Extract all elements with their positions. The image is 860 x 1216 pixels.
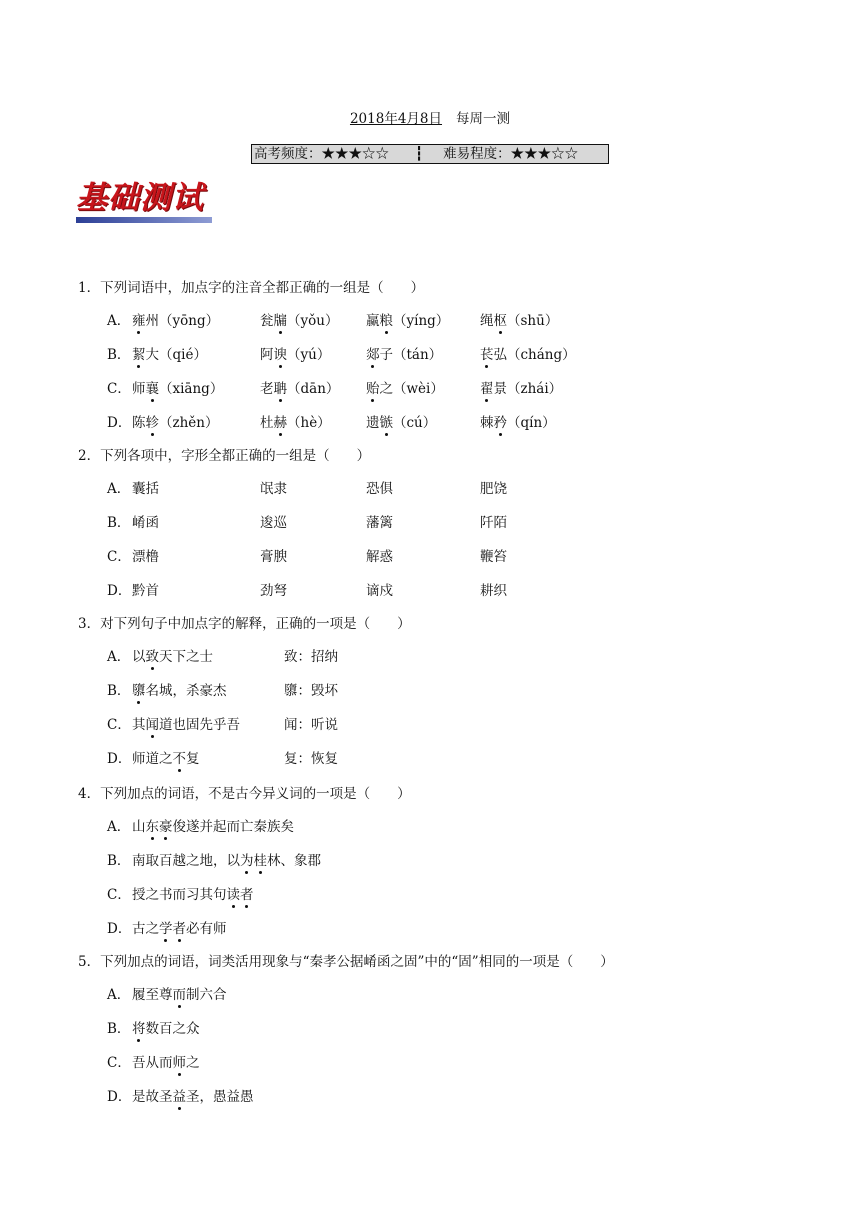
emphasis-dot xyxy=(164,939,167,942)
difficulty-rating: 难易程度：★★★☆☆ xyxy=(443,146,579,162)
option-text: 谪戍 xyxy=(366,583,393,599)
option-text: 绳枢（shū） xyxy=(480,313,559,329)
emphasis-dot xyxy=(178,1005,181,1008)
option-text: 氓隶 xyxy=(260,481,287,497)
option-text: 黔首 xyxy=(132,583,159,599)
option-text: 膏腴 xyxy=(260,549,287,565)
emphasis-dot xyxy=(385,331,388,334)
question-stem-1: 1．下列词语中，加点字的注音全都正确的一组是（ ） xyxy=(78,280,425,296)
rating-separator: ┇ xyxy=(415,146,424,162)
option-label: C． xyxy=(107,549,131,565)
option-label: A． xyxy=(107,649,131,665)
emphasis-dot xyxy=(137,701,140,704)
option-text: 致：招纳 xyxy=(284,649,338,665)
option-label: C． xyxy=(107,381,131,397)
option-label: A． xyxy=(107,819,131,835)
emphasis-dot xyxy=(499,331,502,334)
option-text: 囊括 xyxy=(132,481,159,497)
date: 2018年4月8日 xyxy=(349,111,443,127)
banner-underline xyxy=(76,217,212,223)
option-text: 老聃（dān） xyxy=(260,381,340,397)
emphasis-dot xyxy=(371,365,374,368)
question-stem-2: 2．下列各项中，字形全都正确的一组是（ ） xyxy=(78,448,371,464)
emphasis-dot xyxy=(137,365,140,368)
date-line xyxy=(0,110,860,128)
option-text: 棘矜（qín） xyxy=(480,415,556,431)
emphasis-dot xyxy=(137,1039,140,1042)
option-text: 翟景（zhái） xyxy=(480,381,563,397)
doc-title: 每周一测 xyxy=(456,111,511,127)
option-text: 古之学者必有师 xyxy=(132,921,227,937)
option-text: 瓮牖（yǒu） xyxy=(260,313,339,329)
option-text: 絜大（qié） xyxy=(132,347,207,363)
option-label: A． xyxy=(107,987,131,1003)
option-text: 遗镞（cú） xyxy=(366,415,437,431)
option-label: D． xyxy=(107,1089,132,1105)
rating-box xyxy=(251,144,609,164)
option-text: 雍州（yōng） xyxy=(132,313,220,329)
question-stem-3: 3．对下列句子中加点字的解释，正确的一项是（ ） xyxy=(78,616,411,632)
option-text: 杜赫（hè） xyxy=(260,415,331,431)
option-label: C． xyxy=(107,717,131,733)
option-label: B． xyxy=(107,683,131,699)
option-text: 闻：听说 xyxy=(284,717,338,733)
option-text: 是故圣益圣，愚益愚 xyxy=(132,1089,254,1105)
option-text: 将数百之众 xyxy=(132,1021,200,1037)
emphasis-dot xyxy=(232,905,235,908)
option-text: 以致天下之士 xyxy=(132,649,213,665)
option-text: 南取百越之地，以为桂林、象郡 xyxy=(132,853,321,869)
emphasis-dot xyxy=(151,667,154,670)
option-label: B． xyxy=(107,347,131,363)
option-label: A． xyxy=(107,313,131,329)
option-text: 履至尊而制六合 xyxy=(132,987,227,1003)
option-text: 师道之不复 xyxy=(132,751,200,767)
emphasis-dot xyxy=(385,433,388,436)
option-label: B． xyxy=(107,1021,131,1037)
emphasis-dot xyxy=(499,433,502,436)
option-text: 隳：毁坏 xyxy=(284,683,338,699)
option-text: 山东豪俊遂并起而亡秦族矣 xyxy=(132,819,294,835)
option-text: 贻之（wèi） xyxy=(366,381,444,397)
option-text: 崤函 xyxy=(132,515,159,531)
option-text: 劲弩 xyxy=(260,583,287,599)
emphasis-dot xyxy=(245,905,248,908)
option-text: 复：恢复 xyxy=(284,751,338,767)
option-label: B． xyxy=(107,853,131,869)
option-text: 阡陌 xyxy=(480,515,507,531)
option-text: 鞭笞 xyxy=(480,549,507,565)
option-text: 赢粮（yíng） xyxy=(366,313,450,329)
emphasis-dot xyxy=(178,939,181,942)
emphasis-dot xyxy=(178,1073,181,1076)
section-banner-text: 基础测试 xyxy=(76,180,204,216)
option-text: 师襄（xiāng） xyxy=(132,381,224,397)
section-banner xyxy=(76,180,212,226)
question-stem-5: 5．下列加点的词语，词类活用现象与“秦孝公据崤函之固”中的“固”相同的一项是（ ） xyxy=(78,954,614,970)
option-label: B． xyxy=(107,515,131,531)
option-text: 恐俱 xyxy=(366,481,393,497)
emphasis-dot xyxy=(178,769,181,772)
option-text: 解惑 xyxy=(366,549,393,565)
emphasis-dot xyxy=(259,871,262,874)
emphasis-dot xyxy=(279,365,282,368)
emphasis-dot xyxy=(164,837,167,840)
frequency-rating: 高考频度：★★★☆☆ xyxy=(254,146,389,162)
option-text: 苌弘（cháng） xyxy=(480,347,576,363)
emphasis-dot xyxy=(151,433,154,436)
emphasis-dot xyxy=(371,399,374,402)
option-text: 授之书而习其句读者 xyxy=(132,887,254,903)
option-text: 漂橹 xyxy=(132,549,159,565)
option-text: 耕织 xyxy=(480,583,507,599)
emphasis-dot xyxy=(151,399,154,402)
option-label: A． xyxy=(107,481,131,497)
emphasis-dot xyxy=(279,399,282,402)
emphasis-dot xyxy=(279,433,282,436)
question-stem-4: 4．下列加点的词语，不是古今异义词的一项是（ ） xyxy=(78,786,411,802)
option-text: 陈轸（zhěn） xyxy=(132,415,219,431)
option-label: C． xyxy=(107,1055,131,1071)
option-label: D． xyxy=(107,583,132,599)
emphasis-dot xyxy=(151,735,154,738)
option-text: 逡巡 xyxy=(260,515,287,531)
option-label: C． xyxy=(107,887,131,903)
emphasis-dot xyxy=(178,1107,181,1110)
option-text: 肥饶 xyxy=(480,481,507,497)
emphasis-dot xyxy=(151,837,154,840)
option-text: 藩篱 xyxy=(366,515,393,531)
option-text: 吾从而师之 xyxy=(132,1055,200,1071)
option-text: 阿谀（yú） xyxy=(260,347,331,363)
emphasis-dot xyxy=(485,365,488,368)
emphasis-dot xyxy=(485,399,488,402)
option-label: D． xyxy=(107,751,132,767)
emphasis-dot xyxy=(279,331,282,334)
option-label: D． xyxy=(107,415,132,431)
emphasis-dot xyxy=(245,871,248,874)
option-text: 隳名城，杀豪杰 xyxy=(132,683,227,699)
option-text: 其闻道也固先乎吾 xyxy=(132,717,240,733)
option-label: D． xyxy=(107,921,132,937)
emphasis-dot xyxy=(137,331,140,334)
option-text: 郯子（tán） xyxy=(366,347,443,363)
